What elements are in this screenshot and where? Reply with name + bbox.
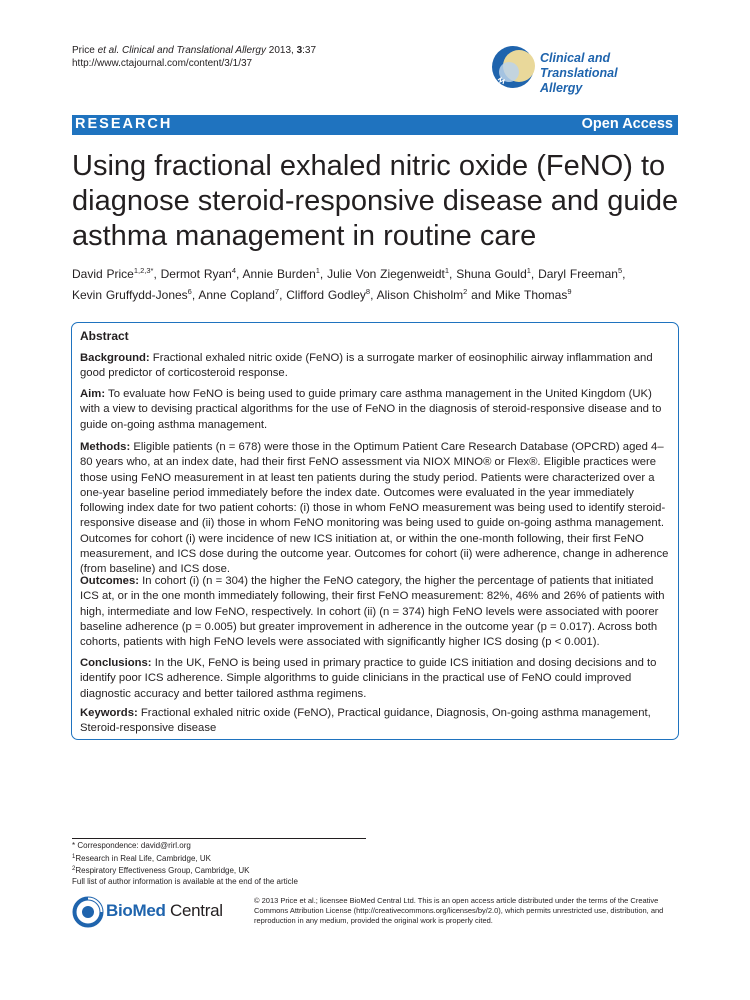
author-separator: , (319, 267, 328, 281)
author-separator: , (370, 288, 377, 302)
publisher-name-biomed: BioMed (106, 901, 166, 920)
publisher-name (106, 901, 223, 921)
background-label: Background: (80, 352, 150, 364)
affiliation-1-sup: 1 (72, 853, 76, 860)
abstract-conclusions (80, 656, 670, 702)
affiliation-1 (72, 852, 298, 865)
publisher-name-central: Central (165, 901, 223, 920)
aim-label: Aim: (80, 388, 106, 400)
open-access-label: Open Access (581, 116, 673, 132)
section-label: RESEARCH (75, 116, 173, 132)
author-affiliation-sup: 4 (231, 266, 236, 275)
citation-year: 2013, (265, 45, 297, 56)
header-citation (72, 44, 316, 70)
journal-name (540, 51, 690, 96)
author-name: Annie Burden (242, 267, 316, 281)
author-name: Anne Copland (198, 288, 275, 302)
conclusions-text: In the UK, FeNO is being used in primary practice to guide ICS initiation and dosing decisions and to identify poor ICS adherence. Simple algorithms to guide clinicians in the practical use of FeNO could improved diagnostic accuracy and better tailored asthma regimens. (80, 657, 657, 700)
citation-article: :37 (302, 45, 317, 56)
abstract-outcomes (80, 574, 670, 650)
author-name: Julie Von Ziegenweidt (327, 267, 445, 281)
author-name: Daryl Freeman (538, 267, 618, 281)
author-affiliation-sup: 8 (365, 287, 371, 296)
abstract-heading: Abstract (80, 329, 129, 343)
journal-name-line2: Allergy (540, 81, 583, 95)
author-separator: , (279, 288, 287, 302)
footnotes (72, 841, 298, 887)
author-affiliation-sup: 7 (274, 287, 280, 296)
citation-volume: 3 (296, 45, 303, 56)
abstract-keywords (80, 706, 670, 737)
license-statement: © 2013 Price et al.; licensee BioMed Central Ltd. This is an open access article distributed under the terms of the Creative Commons Attribution License (http://creativecommons.org/licenses/by/2.0), which permits unrestricted use, distribution, and reproduction in any medium, provided the original work is properly cited. (254, 896, 664, 925)
author-affiliation-sup: 1 (526, 266, 531, 275)
citation-journal: et al. Clinical and Translational Allergy (97, 45, 266, 56)
author-name: Dermot Ryan (160, 267, 232, 281)
author-name: David Price (72, 267, 134, 281)
author-separator: , (622, 267, 626, 281)
author-name: Shuna Gould (456, 267, 527, 281)
author-name: Kevin Gruffydd-Jones (72, 288, 188, 302)
journal-logo (488, 42, 688, 95)
abstract-methods (80, 440, 670, 578)
author-affiliation-sup: 1,2,3* (133, 266, 154, 275)
author-separator: , (530, 267, 539, 281)
author-affiliation-sup: 5 (617, 266, 623, 275)
aim-text: To evaluate how FeNO is being used to guide primary care asthma management in the United Kingdom (UK) with a view to devising practical algorithms for the use of FeNO in the diagnosis of steroid-responsive disease and to guide on-going asthma management. (80, 388, 662, 431)
author-name: Mike Thomas (495, 288, 568, 302)
biomed-central-icon (72, 896, 104, 928)
keywords-label: Keywords: (80, 707, 138, 719)
author-affiliation-sup: 9 (567, 287, 572, 296)
author-separator: , (153, 267, 161, 281)
author-name: Alison Chisholm (376, 288, 464, 302)
author-affiliation-sup: 1 (444, 266, 450, 275)
author-info-note: Full list of author information is available at the end of the article (72, 876, 298, 886)
methods-text: Eligible patients (n = 678) were those in the Optimum Patient Care Research Database (OPCRD) aged 4–80 years who, at an index date, had their first FeNO assessment via NIOX MINO® or Flex®. Eligible practices were those using FeNO measurement in at least ten patients during the study period. Patients were characterized over a one-year baseline period immediately before the index date. Outcomes were evaluated in the year immediately following index date for two patient cohorts: (i) those in whom FeNO measurement was being used to identify steroid-responsive disease and (ii) those in whom FeNO monitoring was being used to guide on-going asthma management. Outcomes for cohort (i) were incidence of new ICS initiation at, or within the one-month following, their first FeNO measurement, and ICS dose during the outcome year. Outcomes for cohort (ii) were adherence, change in adherence (from baseline) and ICS dose. (80, 441, 669, 576)
affiliation-2-sup: 2 (72, 866, 76, 872)
citation-author: Price (72, 45, 98, 56)
footnote-divider (72, 838, 366, 839)
author-list (72, 262, 678, 304)
author-affiliation-sup: 2 (463, 287, 468, 296)
correspondence-email[interactable]: * Correspondence: david@rirl.org (72, 841, 191, 850)
affiliation-2 (72, 864, 298, 877)
author-separator: and (467, 288, 496, 302)
author-separator: , (191, 288, 199, 302)
keywords-text: Fractional exhaled nitric oxide (FeNO), Practical guidance, Diagnosis, On-going asthma management, Steroid-responsive disease (80, 707, 651, 735)
affiliation-1-text: Research in Real Life, Cambridge, UK (75, 853, 211, 863)
affiliation-2-text: Respiratory Effectiveness Group, Cambridge, UK (75, 866, 250, 875)
author-separator: , (449, 267, 457, 281)
author-name: Clifford Godley (286, 288, 366, 302)
methods-label: Methods: (80, 441, 131, 453)
conclusions-label: Conclusions: (80, 657, 152, 669)
section-banner (72, 115, 678, 135)
author-separator: , (236, 267, 243, 281)
publisher-logo (72, 893, 222, 933)
background-text: Fractional exhaled nitric oxide (FeNO) is a surrogate marker of eosinophilic airway inflammation and good predictor of corticosteroid response. (80, 352, 653, 380)
author-affiliation-sup: 1 (315, 266, 320, 275)
article-url-link[interactable]: http://www.ctajournal.com/content/3/1/37 (72, 58, 253, 69)
abstract-background (80, 351, 670, 382)
journal-name-line1: Clinical and Translational (540, 51, 618, 80)
author-affiliation-sup: 6 (187, 287, 192, 296)
citation-line (72, 44, 316, 57)
journal-emblem-icon (488, 42, 538, 92)
abstract-aim (80, 387, 670, 433)
article-title: Using fractional exhaled nitric oxide (FeNO) to diagnose steroid-responsive disease and guide asthma management in routine care (72, 150, 679, 252)
outcomes-text: In cohort (i) (n = 304) the higher the FeNO category, the higher the percentage of patients that initiated ICS at, or in the one month immediately following, their first FeNO measurement: 82%, 46% and 26% of patients with high, intermediate and low FeNO, respectively. In cohort (ii) (n = 374) high FeNO levels were associated with poorer baseline adherence (p = 0.005) but greater improvement in adherence in the outcome year (p = 0.017). Across both cohorts, patients with high FeNO levels were associated with significantly higher ICS dosing (p < 0.001). (80, 575, 665, 649)
abstract-box (71, 322, 679, 740)
outcomes-label: Outcomes: (80, 575, 140, 587)
